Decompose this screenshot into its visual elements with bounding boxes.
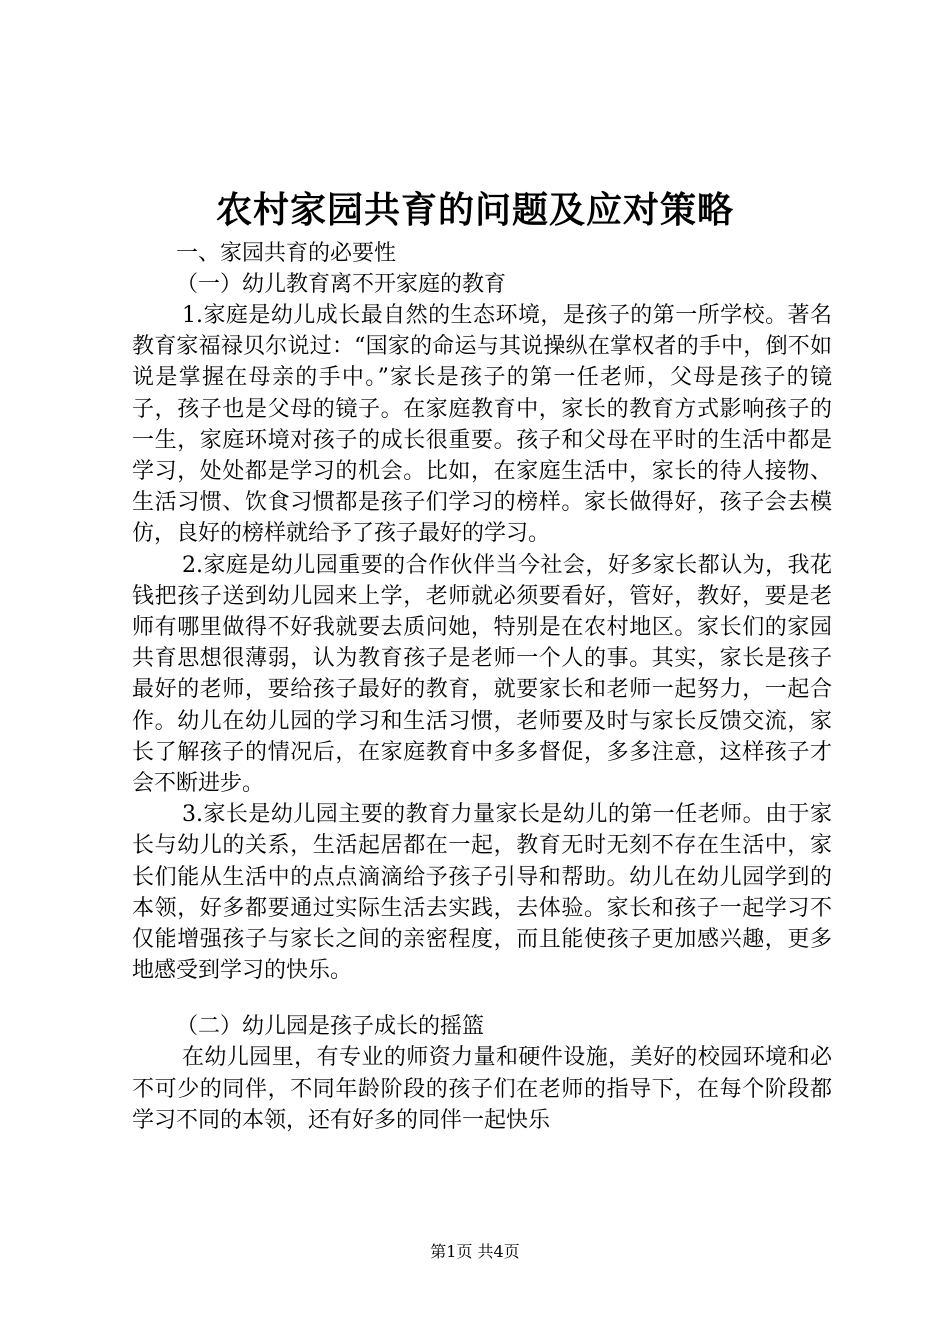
- spacer: [132, 986, 832, 1011]
- subsection-heading-2: （二）幼儿园是孩子成长的摇篮: [176, 1014, 485, 1040]
- paragraph-2: 2.家庭是幼儿园重要的合作伙伴当今社会，好多家长都认为，我花钱把孩子送到幼儿园来上学，老师就必须要看好，管好，教好，要是老师有哪里做得不好我就要去质问她，特别是在农村地区。家长们的家园共育思想很薄弱，认为教育孩子是老师一个人的事。其实，家长是孩子最好的老师，要给孩子最好的教育，就要家长和老师一起努力，一起合作。幼儿在幼儿园的学习和生活习惯，老师要及时与家长反馈交流，家长了解孩子的情况后，在家庭教育中多多督促，多多注意，这样孩子才会不断进步。: [132, 552, 832, 797]
- paragraph-1: 1.家庭是幼儿成长最自然的生态环境，是孩子的第一所学校。著名教育家福禄贝尔说过：“国家的命运与其说操纵在掌权者的手中，倒不如说是掌握在母亲的手中。”家长是孩子的第一任老师，父母是孩子的镜子，孩子也是父母的镜子。在家庭教育中，家长的教育方式影响孩子的一生，家庭环境对孩子的成长很重要。孩子和父母在平时的生活中都是学习，处处都是学习的机会。比如，在家庭生活中，家长的待人接物、生活习惯、饮食习惯都是孩子们学习的榜样。家长做得好，孩子会去模仿，良好的榜样就给予了孩子最好的学习。: [132, 303, 832, 547]
- subsection-heading: （一）幼儿教育离不开家庭的教育: [176, 272, 507, 297]
- section-heading: 一、家园共育的必要性: [176, 241, 397, 266]
- paragraph-3: 3.家长是幼儿园主要的教育力量家长是幼儿的第一任老师。由于家长与幼儿的关系，生活起居都在一起，教育无时无刻不存在生活中，家长们能从生活中的点点滴滴给予孩子引导和帮助。幼儿在幼儿园学到的本领，好多都要通过实际生活去实践，去体验。家长和孩子一起学习不仅能增强孩子与家长之间的亲密程度，而且能使孩子更加感兴趣，更多地感受到学习的快乐。: [132, 802, 832, 984]
- document-body: [132, 238, 832, 1136]
- page-footer: 第1页 共4页: [430, 1242, 520, 1261]
- document-title: 农村家园共育的问题及应对策略: [215, 189, 734, 231]
- paragraph-4: 在幼儿园里，有专业的师资力量和硬件设施，美好的校园环境和必不可少的同伴，不同年龄阶段的孩子们在老师的指导下，在每个阶段都学习不同的本领，还有好多的同伴一起快乐: [132, 1045, 832, 1133]
